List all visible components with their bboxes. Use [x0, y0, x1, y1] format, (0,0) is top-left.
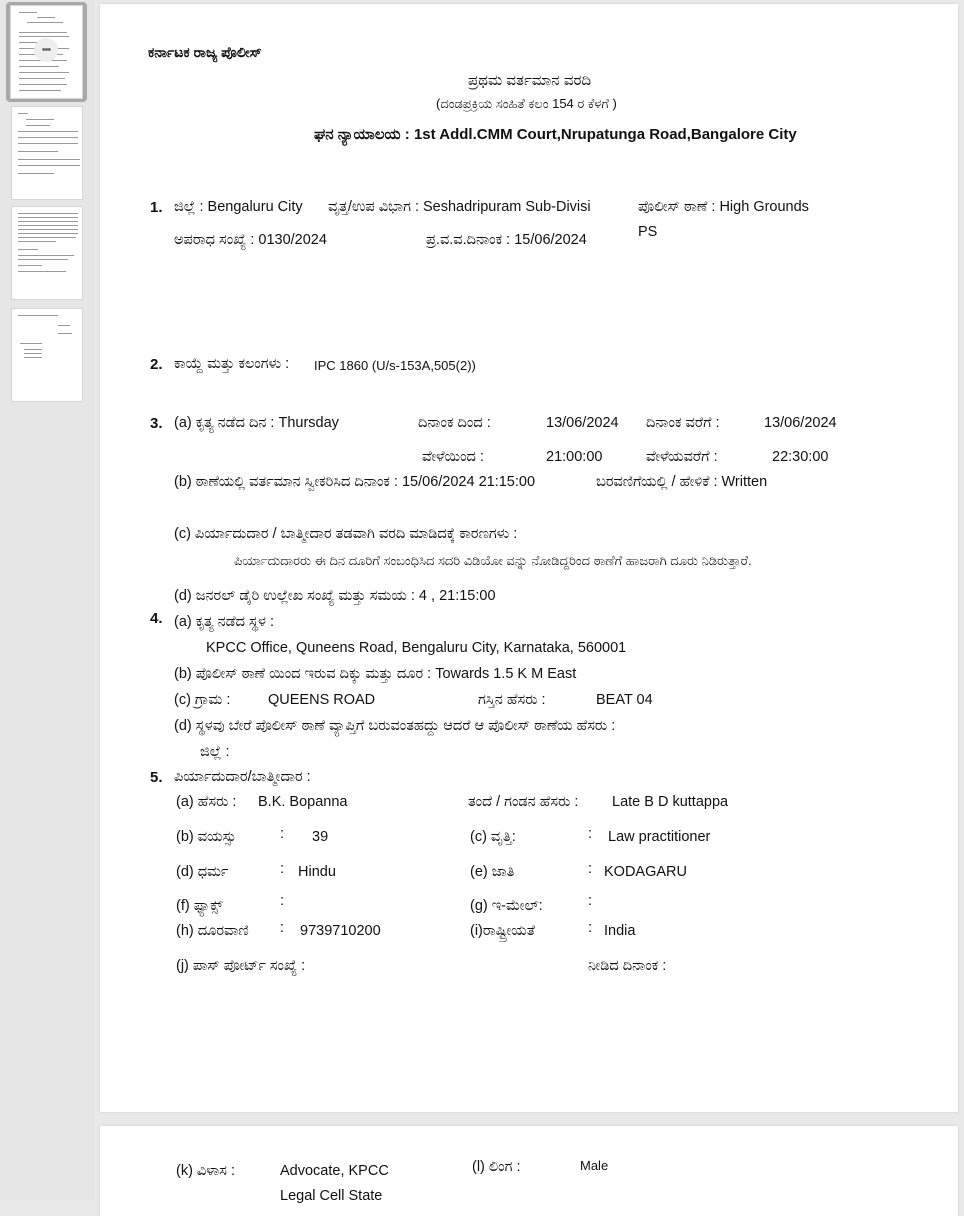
passport-label: (j) ಪಾಸ್ ಪೋರ್ಟ್ ಸಂಖ್ಯೆ :: [176, 958, 306, 974]
phone-label: (h) ದೂರವಾಣಿ: [176, 923, 249, 939]
occupation-value: Law practitioner: [608, 829, 711, 845]
address-label: (k) ವಿಳಾಸ :: [176, 1163, 236, 1179]
org-name: ಕರ್ನಾಟಕ ರಾಜ್ಯ ಪೊಲೀಸ್: [148, 44, 262, 60]
general-diary-field: (d) ಜನರಲ್ ಡೈರಿ ಉಲ್ಲೇಖ ಸಂಖ್ಯೆ ಮತ್ತು ಸಮಯ : 4 , 21:15:00: [174, 588, 496, 604]
police-station-field: ಪೊಲೀಸ್ ಠಾಣೆ : High Grounds: [638, 199, 809, 215]
subdivision-field: ವೃತ್ತ/ಉಪ ವಿಭಾಗ : Seshadripuram Sub-Divisi: [328, 199, 591, 215]
occupation-label: (c) ವೃತ್ತಿ:: [470, 829, 516, 845]
colon: :: [280, 920, 285, 936]
section-number: 1.: [150, 199, 163, 216]
beat-value: BEAT 04: [596, 692, 653, 708]
to-time-label: ವೇಳೆಯವರೆಗೆ :: [646, 449, 718, 465]
delay-reason-value: ಪಿರ್ಯಾದುದಾರರು ಈ ದಿನ ದೂರಿಗೆ ಸಂಬಂಧಿಸಿದ ಸದರಿ ವಿಡಿಯೋ ವನ್ನು ನೋಡಿದ್ದರಿಂದ ಠಾಣೆಗೆ ಹಾಜರಾಗಿ ದೂರು ನಿಡಿರುತ್ತಾರೆ.: [234, 553, 752, 568]
thumbnail-page-3[interactable]: [11, 206, 83, 300]
document-page-2: [100, 1126, 958, 1216]
address-value-line-2: Legal Cell State: [280, 1188, 383, 1204]
father-name-label: ತಂದೆ / ಗಂಡನ ಹೆಸರು :: [468, 794, 579, 810]
phone-value: 9739710200: [300, 923, 381, 939]
more-options-button[interactable]: •••: [34, 38, 58, 62]
place-of-occurrence-value: KPCC Office, Quneens Road, Bengaluru City, Karnataka, 560001: [206, 640, 627, 656]
place-of-occurrence-label: (a) ಕೃತ್ಯ ನಡೆದ ಸ್ಥಳ :: [174, 614, 275, 630]
age-label: (b) ವಯಸ್ಸು: [176, 829, 237, 845]
colon: :: [588, 826, 593, 842]
to-time-value: 22:30:00: [772, 449, 829, 465]
acts-sections-value: IPC 1860 (U/s-153A,505(2)): [314, 358, 476, 373]
address-value-line-1: Advocate, KPCC: [280, 1163, 389, 1179]
acts-sections-label: ಕಾಯ್ದೆ ಮತ್ತು ಕಲಂಗಳು :: [174, 356, 290, 372]
religion-label: (d) ಧರ್ಮ: [176, 864, 229, 880]
document-subtitle: (ದಂಡಪ್ರಕ್ರಿಯ ಸಂಹಿತೆ ಕಲಂ 154 ರ ಕೆಳಗೆ ): [436, 96, 617, 111]
thumbnail-sidebar: [0, 0, 94, 1200]
direction-distance-field: (b) ಪೊಲೀಸ್ ಠಾಣೆ ಯಿಂದ ಇರುವ ದಿಕ್ಕು ಮತ್ತು ದೂರ : Towards 1.5 K M East: [174, 666, 577, 682]
nationality-label: (i)ರಾಷ್ಟ್ರೀಯತೆ: [470, 923, 535, 939]
colon: :: [588, 893, 593, 909]
thumbnail-page-4[interactable]: [11, 308, 83, 402]
section-number: 2.: [150, 356, 163, 373]
document-title: ಪ್ರಥಮ ವರ್ತಮಾನ ವರದಿ: [468, 72, 592, 89]
section-number: 5.: [150, 769, 163, 786]
thumbnail-page-2[interactable]: [11, 106, 83, 200]
colon: :: [280, 826, 285, 842]
village-value: QUEENS ROAD: [268, 692, 376, 708]
other-ps-label: (d) ಸ್ಥಳವು ಬೇರೆ ಪೊಲೀಸ್ ಠಾಣೆ ವ್ಯಾಪ್ತಿಗೆ ಬರುವಂತಹದ್ದು ಆದರೆ ಆ ಪೊಲೀಸ್ ಠಾಣೆಯ ಹೆಸರು :: [174, 718, 616, 734]
sex-label: (l) ಲಿಂಗ :: [472, 1159, 521, 1175]
fax-label: (f) ಫ್ಯಾಕ್ಸ್: [176, 898, 223, 914]
colon: :: [280, 861, 285, 877]
father-name-value: Late B D kuttappa: [612, 794, 729, 810]
from-date-value: 13/06/2024: [546, 415, 619, 431]
passport-issued-label: ನೀಡಿದ ದಿನಾಂಕ :: [588, 958, 667, 974]
section-number: 4.: [150, 610, 163, 627]
to-date-label: ದಿನಾಂಕ ವರೆಗೆ :: [646, 415, 720, 431]
age-value: 39: [312, 829, 329, 845]
caste-label: (e) ಜಾತಿ: [470, 864, 515, 880]
thumbnail-page-1-selected[interactable]: [6, 2, 87, 102]
nationality-value: India: [604, 923, 636, 939]
fir-date-field: ಪ್ರ.ವ.ವ.ದಿನಾಂಕ : 15/06/2024: [426, 232, 587, 248]
name-label: (a) ಹೆಸರು :: [176, 794, 237, 810]
to-date-value: 13/06/2024: [764, 415, 837, 431]
from-date-label: ದಿನಾಂಕ ದಿಂದ :: [418, 415, 491, 431]
district-field: ಜಿಲ್ಲೆ : Bengaluru City: [174, 199, 303, 215]
caste-value: KODAGARU: [604, 864, 687, 880]
religion-value: Hindu: [298, 864, 336, 880]
beat-label: ಗಸ್ತಿನ ಹೆಸರು :: [478, 692, 546, 708]
colon: :: [588, 861, 593, 877]
occurrence-day-field: (a) ಕೃತ್ಯ ನಡೆದ ದಿನ : Thursday: [174, 415, 339, 431]
village-label: (c) ಗ್ರಾಮ :: [174, 692, 231, 708]
complainant-heading: ಪಿರ್ಯಾದುದಾರ/ಬಾತ್ಮೀದಾರ :: [174, 769, 311, 785]
written-oral-field: ಬರವಣಿಗೆಯಲ್ಲಿ / ಹೇಳಿಕೆ : Written: [596, 474, 768, 490]
sex-value: Male: [580, 1158, 609, 1173]
other-ps-district-label: ಜಿಲ್ಲೆ :: [200, 744, 230, 760]
delay-reason-label: (c) ಪಿರ್ಯಾದುದಾರ / ಬಾತ್ಮೀದಾರ ತಡವಾಗಿ ವರದಿ ಮಾಡಿದಕ್ಕೆ ಕಾರಣಗಳು :: [174, 526, 518, 542]
document-page-1: [100, 4, 958, 1112]
crime-number-field: ಅಪರಾಧ ಸಂಖ್ಯೆ : 0130/2024: [174, 232, 327, 248]
name-value: B.K. Bopanna: [258, 794, 348, 810]
section-number: 3.: [150, 415, 163, 432]
colon: :: [588, 920, 593, 936]
email-label: (g) ಇ-ಮೇಲ್:: [470, 898, 543, 914]
from-time-value: 21:00:00: [546, 449, 603, 465]
from-time-label: ವೇಳೆಯಿಂದ :: [422, 449, 484, 465]
police-station-field-cont: PS: [638, 224, 658, 240]
info-received-field: (b) ಠಾಣೆಯಲ್ಲಿ ವರ್ತಮಾನ ಸ್ವೀಕರಿಸಿದ ದಿನಾಂಕ : 15/06/2024 21:15:00: [174, 474, 536, 490]
court-line: ಘನ ನ್ಯಾಯಾಲಯ : 1st Addl.CMM Court,Nrupatunga Road,Bangalore City: [314, 126, 797, 143]
colon: :: [280, 893, 285, 909]
